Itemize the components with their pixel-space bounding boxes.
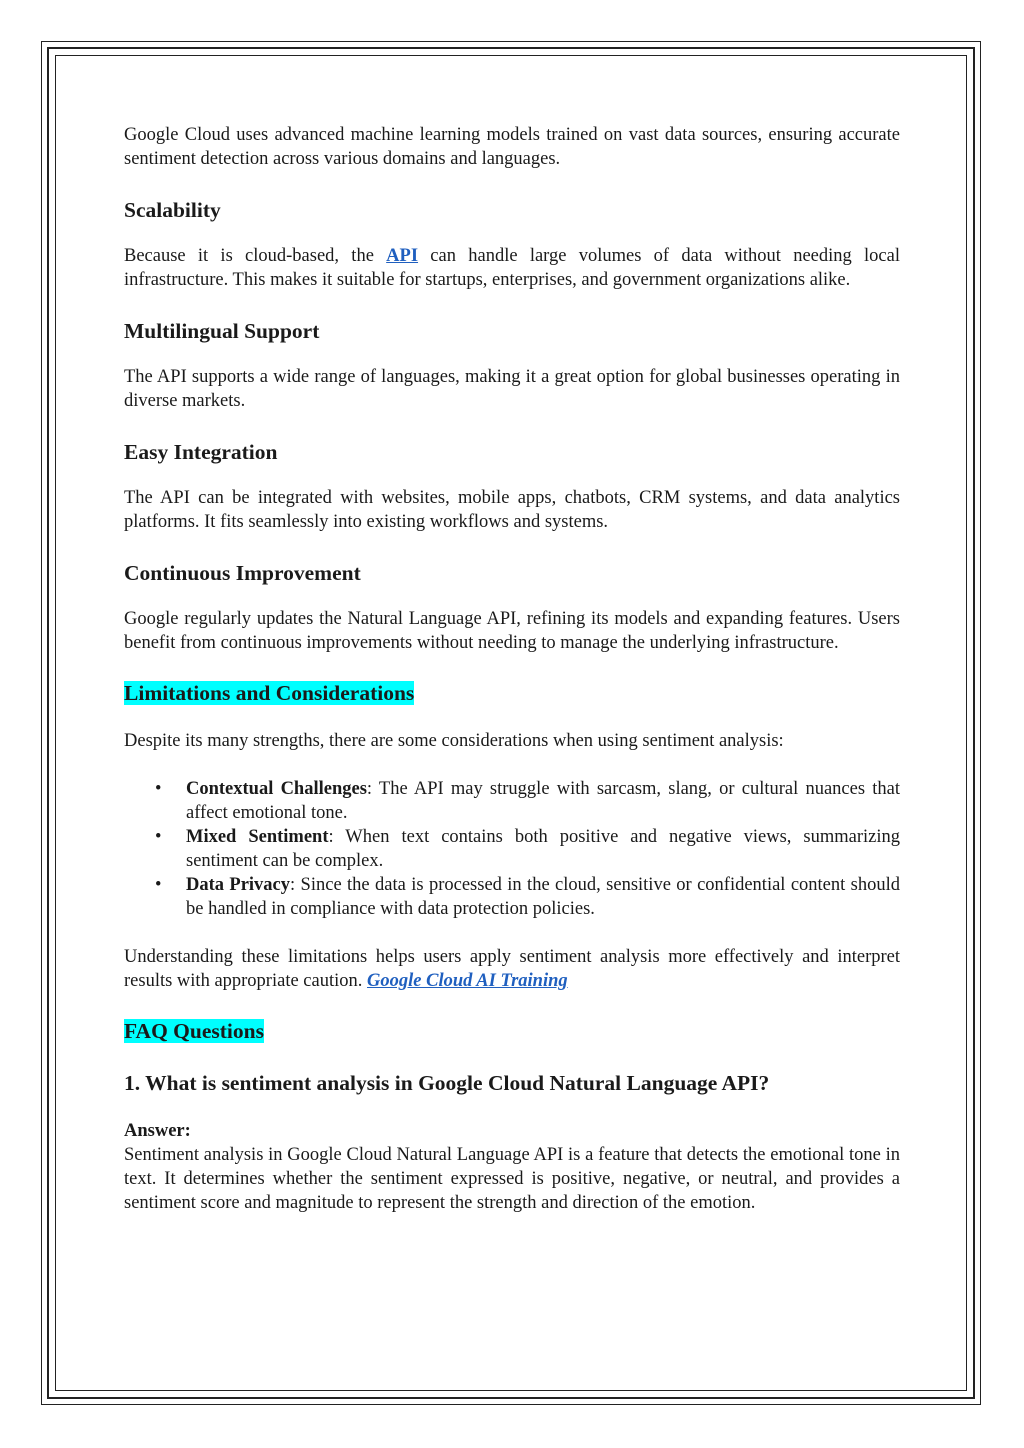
faq-heading-text: FAQ Questions xyxy=(124,1019,264,1043)
list-item xyxy=(124,777,900,825)
list-item-text: : Since the data is processed in the cloud, sensitive or confidential content should be handled in compliance with data protection policies. xyxy=(186,875,901,919)
multilingual-heading: Multilingual Support xyxy=(124,319,320,343)
list-item-term: Contextual Challenges xyxy=(186,779,367,799)
faq-answer-1: Sentiment analysis in Google Cloud Natural Language API is a feature that detects the emotional tone in text. It determines whether the sentiment expressed is positive, negative, or neutral, and provides a sentiment score and magnitude to represent the strength and direction of the emotion. xyxy=(124,1145,900,1213)
limitations-heading-text: Limitations and Considerations xyxy=(124,681,415,705)
limitations-closing-text: Understanding these limitations helps users apply sentiment analysis more effectively and interpret results with appropriate caution. xyxy=(124,947,900,991)
faq-question-1: 1. What is sentiment analysis in Google Cloud Natural Language API? xyxy=(124,1071,770,1095)
api-link[interactable]: API xyxy=(386,246,419,266)
list-item-term: Mixed Sentiment xyxy=(186,827,329,847)
multilingual-paragraph: The API supports a wide range of languages, making it a great option for global businesses operating in diverse markets. xyxy=(124,367,900,411)
list-item xyxy=(124,825,900,873)
integration-paragraph: The API can be integrated with websites, mobile apps, chatbots, CRM systems, and data analytics platforms. It fits seamlessly into existing workflows and systems. xyxy=(124,488,900,532)
answer-label-text: Answer: xyxy=(124,1121,191,1141)
bullet-icon: • xyxy=(155,827,162,847)
improvement-paragraph: Google regularly updates the Natural Language API, refining its models and expanding features. Users benefit from continuous improvements without needing to manage the underlying infrastructure. xyxy=(124,609,900,653)
list-item-text: : The API may struggle with sarcasm, slang, or cultural nuances that affect emotional tone. xyxy=(186,779,900,823)
scalability-paragraph xyxy=(124,244,900,292)
limitations-heading xyxy=(124,679,900,707)
limitations-closing xyxy=(124,945,900,993)
google-cloud-ai-training-link[interactable]: Google Cloud AI Training xyxy=(367,971,568,991)
document-body xyxy=(124,123,900,1215)
bullet-icon: • xyxy=(155,779,162,799)
limitations-list xyxy=(124,777,900,921)
list-item-term: Data Privacy xyxy=(186,875,291,895)
list-item-text: : When text contains both positive and negative views, summarizing sentiment can be complex. xyxy=(186,827,901,871)
faq-heading xyxy=(124,1017,900,1045)
scalability-text-before: Because it is cloud-based, the xyxy=(124,246,387,266)
list-item xyxy=(124,873,900,921)
intro-paragraph: Google Cloud uses advanced machine learning models trained on vast data sources, ensuring accurate sentiment detection across various domains and languages. xyxy=(124,125,900,169)
scalability-heading: Scalability xyxy=(124,198,221,222)
bullet-icon: • xyxy=(155,875,162,895)
integration-heading: Easy Integration xyxy=(124,440,278,464)
improvement-heading: Continuous Improvement xyxy=(124,561,361,585)
answer-label xyxy=(124,1119,900,1143)
limitations-intro: Despite its many strengths, there are some considerations when using sentiment analysis: xyxy=(124,731,784,751)
scalability-text-after: can handle large volumes of data without needing local infrastructure. This makes it suitable for startups, enterprises, and government organizations alike. xyxy=(124,246,900,290)
